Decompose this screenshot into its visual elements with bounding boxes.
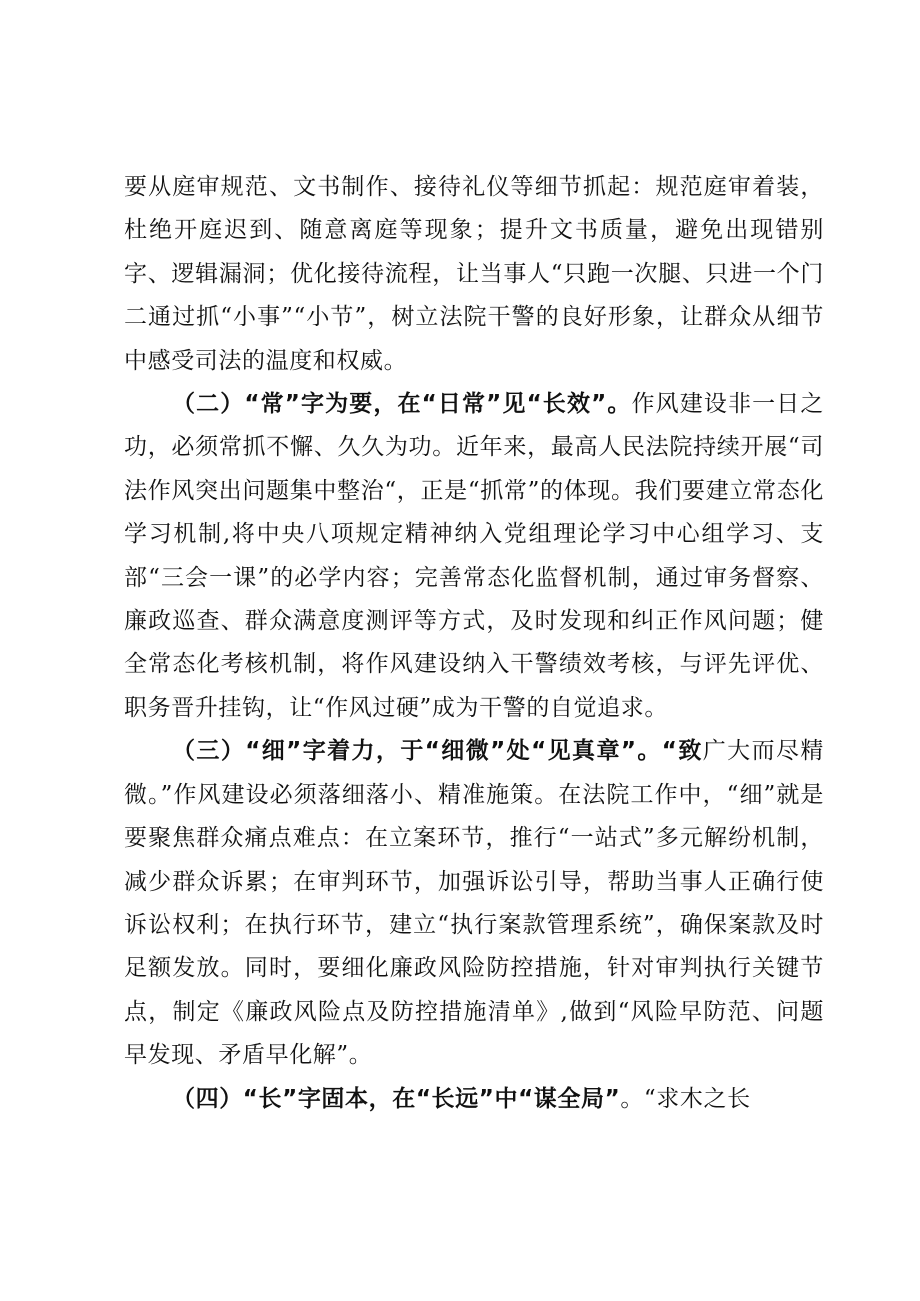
- section-heading: （二）“常”字为要，在“日常”见“长效”。: [172, 391, 632, 418]
- paragraph-section-2: [124, 383, 824, 730]
- section-heading: （三）“细”字着力，于“细微”处“见真章”。“致: [172, 738, 703, 765]
- paragraph-body: 要从庭审规范、文书制作、接待礼仪等细节抓起：规范庭审着装，杜绝开庭迟到、随意离庭等现象；提升文书质量，避免出现错别字、逻辑漏洞；优化接待流程，让当事人“只跑一次腿、只进一个门二通过抓“小事”“小节”，树立法院干警的良好形象，让群众从细节中感受司法的温度和权威。: [124, 174, 824, 374]
- paragraph-body: 广大而尽精微。”作风建设必须落细落小、精准施策。在法院工作中，“细”就是要聚焦群众痛点难点：在立案环节，推行“一站式”多元解纷机制，减少群众诉累；在审判环节，加强诉讼引导，帮助当事人正确行使诉讼权利；在执行环节，建立“执行案款管理系统”，确保案款及时足额发放。同时，要细化廉政风险防控措施，针对审判执行关键节点，制定《廉政风险点及防控措施清单》,做到“风险早防范、问题早发现、矛盾早化解”。: [124, 738, 825, 1069]
- paragraph-body: 作风建设非一日之功，必须常抓不懈、久久为功。近年来，最高人民法院持续开展“司法作风突出问题集中整治“，正是“抓常”的体现。我们要建立常态化学习机制,将中央八项规定精神纳入党组理论学习中心组学习、支部“三会一课”的必学内容；完善常态化监督机制，通过审务督察、廉政巡查、群众满意度测评等方式，及时发现和纠正作风问题；健全常态化考核机制，将作风建设纳入干警绩效考核，与评先评优、职务晋升挂钩，让“作风过硬”成为干警的自觉追求。: [124, 391, 824, 721]
- document-body: [124, 166, 824, 1121]
- paragraph-body: 。“求木之长: [620, 1085, 751, 1112]
- section-heading: （四）“长”字固本，在“长远”中“谋全局”: [172, 1085, 621, 1112]
- paragraph-continuation: [124, 166, 824, 383]
- paragraph-section-3: [124, 730, 824, 1077]
- paragraph-section-4: [124, 1078, 824, 1121]
